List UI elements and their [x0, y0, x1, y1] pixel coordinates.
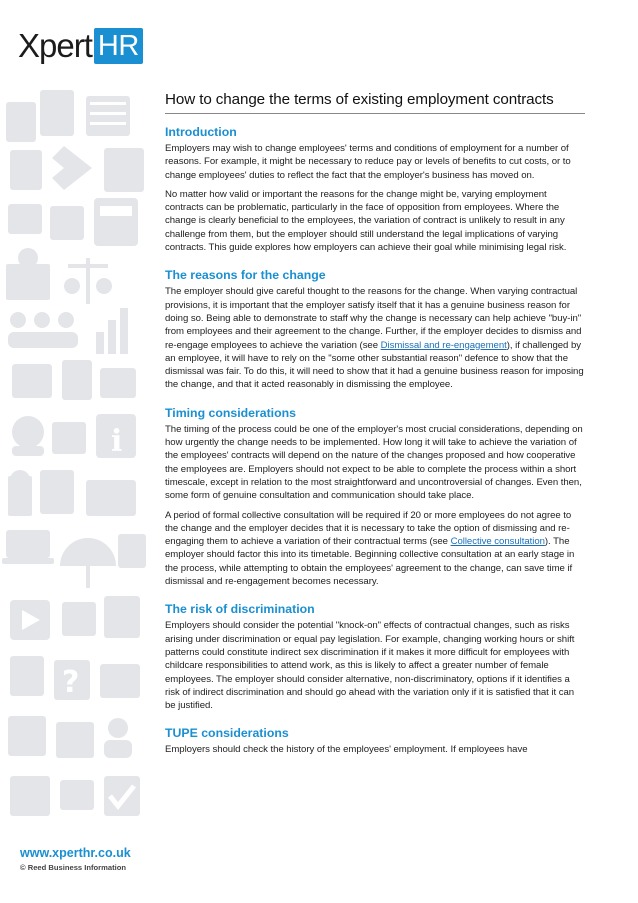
folder-icon [86, 480, 136, 516]
clipboard-icon [62, 360, 136, 400]
document-stack-icon [40, 470, 74, 514]
paragraph-text: A period of formal collective consultation will be required if 20 or more employees do not agree to the change and the employer decides that it is necessary to take the option of dismissing and re-engaging them to achieve a variation of their contractual terms (see [165, 509, 572, 548]
section-heading: Introduction [165, 125, 237, 139]
footer-copyright: © Reed Business Information [20, 863, 127, 872]
paragraph: The timing of the process could be one of the employer's most crucial considerations, depending on how urgently the change needs to be implemented. How long it will take to achieve the variation of the employees' contracts will depend on the nature of the changes proposed and how cooperative the employees are. Employers should not expect to be able to complete the process within a short timescale, except in relation to the most straightforward and uncontroversial of changes. Even then, some form of genuine consultation and communication should take place. [165, 423, 583, 502]
svg-text:i: i [111, 424, 123, 459]
laptop-icon [2, 530, 54, 564]
page-footer [20, 846, 131, 874]
checkmark-icon [104, 776, 140, 816]
page-title: How to change the terms of existing employment contracts [165, 90, 585, 114]
form-icon [104, 148, 144, 192]
decorative-icon-column [0, 88, 150, 848]
chart-icon [56, 722, 94, 758]
paragraph [165, 285, 585, 391]
list-icon [50, 206, 84, 240]
book-icon [8, 716, 46, 756]
section-timing [165, 405, 585, 589]
footer-url-link[interactable]: www.xperthr.co.uk [20, 846, 131, 860]
card-icon [118, 534, 146, 568]
document-body [165, 90, 585, 770]
scales-icon [64, 258, 112, 304]
calendar-icon [52, 422, 86, 454]
document-icon [6, 90, 74, 142]
paragraph-text: ). The employer should factor this into its timetable. Beginning collective consultation at an early stage in the process, while attempting to obtain the employees' agreement to the change, can save time if dismissal and re-engagement becomes necessary. [165, 536, 575, 588]
section-heading: TUPE considerations [165, 726, 289, 741]
checkbox-icon [62, 602, 96, 636]
section-heading: The reasons for the change [165, 268, 326, 283]
logo-wordmark: Xpert [18, 27, 92, 64]
arrows-icon [10, 146, 92, 190]
paragraph: Employers may wish to change employees' terms and conditions of employment for a number of reasons. For example, it might be necessary to reduce pay or levels of benefits to cut costs, or to change employees' duties to reflect the fact that the employer's business has moved on. [165, 143, 571, 181]
tag-icon [60, 780, 94, 810]
paragraph [165, 509, 585, 589]
section-heading: The risk of discrimination [165, 602, 315, 617]
logo-hr-box: HR [94, 28, 143, 64]
bar-chart-icon [96, 308, 128, 354]
link-dismissal-reengagement[interactable]: Dismissal and re-engagement [380, 339, 507, 351]
section-discrimination [165, 601, 585, 712]
paragraph: Employers should check the history of the employees' employment. If employees have [165, 744, 528, 756]
section-introduction [165, 124, 585, 254]
building-icon [6, 248, 50, 300]
notepad-icon [10, 656, 44, 696]
section-tupe [165, 725, 585, 756]
umbrella-icon [60, 538, 116, 588]
heart-icon [104, 596, 140, 638]
clock-icon [8, 470, 32, 516]
paragraph-text: ), if challenged by an employee, it will have to rely on the "some other substantial reason" defence to show that the dismissal was fair. To do this, it will need to show that it had a genuine business reason for imposing the change, and that it acted reasonably in dismissing the employee. [165, 339, 584, 391]
checklist-icon [10, 776, 50, 816]
headset-icon [12, 416, 44, 456]
thumb-icon [100, 664, 140, 698]
paragraph-text: The employer should give careful thought to the reasons for the change. When varying contractual provisions, it is important that the employer satisfy itself that it has a genuine business reason for doing so. Being able to demonstrate to staff why the change is necessary can help achieve "buy-in" from employees and their agreement to the change. Further, if the employer decides to dismiss and re-engage employees to achieve the variation (see [165, 286, 582, 351]
group-icon [8, 312, 78, 348]
paragraph: Employers should consider the potential "knock-on" effects of contractual changes, such as risks arising under discrimination or equal pay legislation. For example, changing working hours or shift patterns could constitute indirect sex discrimination if it makes it more difficult for employees with childcare responsibilities to attend work, as this is likely to affect a greater number of female employees. The employer should consider alternative, non-discriminatory, options if it identifies a risk of indirect discrimination and should go ahead with the variation only if it is satisfied that it can be justified. [165, 620, 575, 712]
link-collective-consultation[interactable]: Collective consultation [450, 536, 545, 548]
xperthr-logo[interactable] [18, 26, 143, 66]
section-heading: Timing considerations [165, 405, 296, 420]
person-icon [104, 718, 132, 758]
paragraph: No matter how valid or important the reasons for the change might be, varying employment contracts can be problematic, particularly in the face of opposition from employees. Where the change is clearly beneficial to the employees, the variation of contract is unlikely to result in any challenge from them, but the employer should still understand the legal implications of varying contracts. This guide explores how employers can achieve their goal while minimising legal risk. [165, 188, 567, 254]
svg-text:?: ? [62, 665, 80, 700]
grid-icon [12, 364, 52, 398]
section-reasons [165, 267, 585, 391]
